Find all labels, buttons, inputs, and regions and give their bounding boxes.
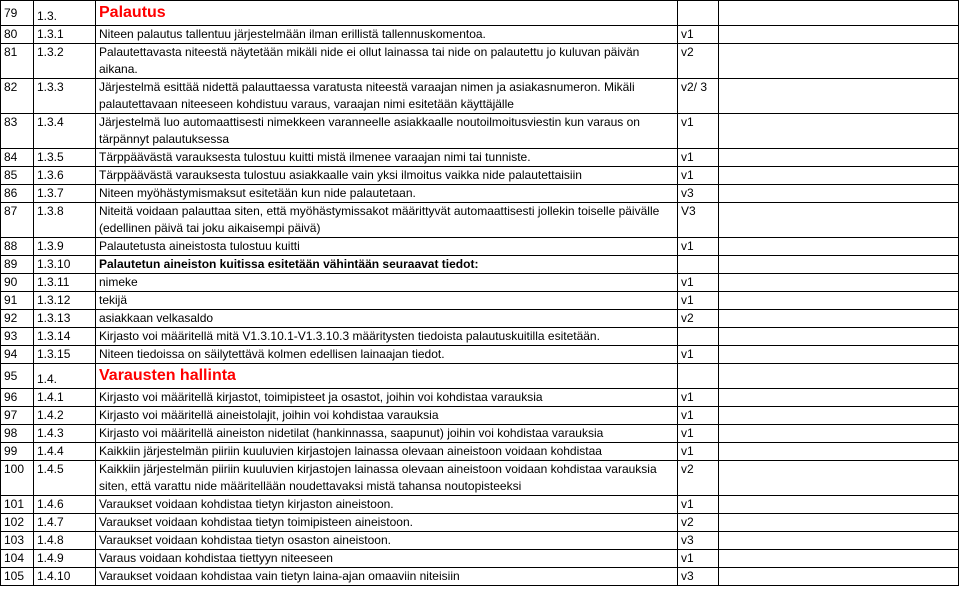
row-number-cell: 91 (1, 292, 34, 310)
empty-cell (719, 292, 959, 310)
requirement-id-cell: 1.3.12 (34, 292, 96, 310)
requirement-description-cell: Kirjasto voi määritellä aineiston nidetilat (hankinnassa, saapunut) joihin voi kohdistaa varauksia (96, 425, 678, 443)
empty-cell (719, 203, 959, 238)
row-number-cell: 94 (1, 346, 34, 364)
version-cell: v1 (678, 389, 719, 407)
requirement-row (1, 346, 959, 364)
row-number-cell: 99 (1, 443, 34, 461)
empty-cell (719, 274, 959, 292)
version-cell: v1 (678, 26, 719, 44)
empty-cell (719, 44, 959, 79)
version-cell (678, 364, 719, 389)
requirement-row (1, 238, 959, 256)
requirement-description-cell: Tärppäävästä varauksesta tulostuu asiakkaalle vain yksi ilmoitus vaikka nide palautettaisiin (96, 167, 678, 185)
row-number-cell: 101 (1, 496, 34, 514)
section-id: 1.4. (37, 372, 58, 386)
empty-cell (719, 496, 959, 514)
requirement-id-cell: 1.3.11 (34, 274, 96, 292)
version-cell: v1 (678, 149, 719, 167)
requirement-description-cell: Järjestelmä luo automaattisesti nimekkeen varanneelle asiakkaalle noutoilmoitusviestin kun varaus on tärpännyt palautuksessa (96, 114, 678, 149)
empty-cell (719, 310, 959, 328)
version-cell: v1 (678, 238, 719, 256)
requirement-id-cell: 1.3.15 (34, 346, 96, 364)
version-cell: v1 (678, 167, 719, 185)
empty-cell (719, 443, 959, 461)
requirement-description-cell: asiakkaan velkasaldo (96, 310, 678, 328)
requirement-row (1, 550, 959, 568)
requirement-description-cell: Varaus voidaan kohdistaa tiettyyn niteeseen (96, 550, 678, 568)
version-cell: v3 (678, 568, 719, 586)
requirement-description-cell: Niteitä voidaan palauttaa siten, että myöhästymissakot määrittyvät automaattisesti jollekin toiselle päivälle (edellinen päivä tai joku aikaisempi päivä) (96, 203, 678, 238)
version-cell: v3 (678, 532, 719, 550)
version-cell: v3 (678, 185, 719, 203)
version-cell: V3 (678, 203, 719, 238)
row-number-cell: 86 (1, 185, 34, 203)
row-number-cell: 83 (1, 114, 34, 149)
requirement-id-cell: 1.4.6 (34, 496, 96, 514)
requirement-description-cell: Varaukset voidaan kohdistaa vain tietyn laina-ajan omaaviin niteisiin (96, 568, 678, 586)
row-number-cell: 82 (1, 79, 34, 114)
requirement-description-cell: Palautetusta aineistosta tulostuu kuitti (96, 238, 678, 256)
row-number-cell: 92 (1, 310, 34, 328)
requirement-row (1, 185, 959, 203)
requirement-description-cell: tekijä (96, 292, 678, 310)
row-number-cell: 85 (1, 167, 34, 185)
version-cell: v1 (678, 346, 719, 364)
version-cell (678, 328, 719, 346)
requirement-row (1, 389, 959, 407)
requirement-id-cell: 1.4.7 (34, 514, 96, 532)
requirement-row (1, 568, 959, 586)
version-cell: v1 (678, 496, 719, 514)
section-header-row (1, 1, 959, 26)
row-number-cell: 80 (1, 26, 34, 44)
requirement-row (1, 149, 959, 167)
empty-cell (719, 532, 959, 550)
requirement-row (1, 461, 959, 496)
requirement-id-cell: 1.4.10 (34, 568, 96, 586)
empty-cell (719, 114, 959, 149)
section-title: Varausten hallinta (96, 364, 678, 389)
empty-cell (719, 328, 959, 346)
requirement-description-cell: Palautetun aineiston kuitissa esitetään vähintään seuraavat tiedot: (96, 256, 678, 274)
row-number-cell: 88 (1, 238, 34, 256)
requirement-description-cell: Niteen tiedoissa on säilytettävä kolmen edellisen lainaajan tiedot. (96, 346, 678, 364)
row-number-cell: 100 (1, 461, 34, 496)
requirement-description-cell: Palautettavasta niteestä näytetään mikäli nide ei ollut lainassa tai nide on palautettu jo kuluvan päivän aikana. (96, 44, 678, 79)
row-number-cell: 81 (1, 44, 34, 79)
requirement-id-cell: 1.3.3 (34, 79, 96, 114)
version-cell: v1 (678, 550, 719, 568)
requirement-id-cell: 1.4.8 (34, 532, 96, 550)
requirement-description-cell: Kaikkiin järjestelmän piiriin kuuluvien kirjastojen lainassa olevaan aineistoon voidaan kohdistaa (96, 443, 678, 461)
requirement-id-cell: 1.3.9 (34, 238, 96, 256)
requirement-description-cell: nimeke (96, 274, 678, 292)
requirement-id-cell: 1.3.5 (34, 149, 96, 167)
row-number-cell: 89 (1, 256, 34, 274)
requirement-description-cell: Varaukset voidaan kohdistaa tietyn kirjaston aineistoon. (96, 496, 678, 514)
requirement-row (1, 532, 959, 550)
requirement-row (1, 44, 959, 79)
row-number-cell: 96 (1, 389, 34, 407)
section-header-row (1, 364, 959, 389)
empty-cell (719, 1, 959, 26)
version-cell: v2 (678, 310, 719, 328)
requirement-id-cell: 1.3.10 (34, 256, 96, 274)
requirement-id-cell: 1.3.1 (34, 26, 96, 44)
version-cell: v1 (678, 274, 719, 292)
requirement-id-cell (34, 1, 96, 26)
requirement-row (1, 274, 959, 292)
version-cell (678, 1, 719, 26)
requirement-id-cell: 1.4.9 (34, 550, 96, 568)
requirement-description-cell: Kirjasto voi määritellä kirjastot, toimipisteet ja osastot, joihin voi kohdistaa varauksia (96, 389, 678, 407)
requirement-id-cell: 1.3.14 (34, 328, 96, 346)
row-number-cell: 84 (1, 149, 34, 167)
requirement-description-cell: Kirjasto voi määritellä mitä V1.3.10.1-V1.3.10.3 määritysten tiedoista palautuskuitilla esitetään. (96, 328, 678, 346)
requirement-description-cell: Varaukset voidaan kohdistaa tietyn toimipisteen aineistoon. (96, 514, 678, 532)
version-cell: v1 (678, 425, 719, 443)
requirement-id-cell: 1.3.2 (34, 44, 96, 79)
version-cell: v2 (678, 461, 719, 496)
requirement-description-cell: Kaikkiin järjestelmän piiriin kuuluvien kirjastojen lainassa olevaan aineistoon voidaan kohdistaa varauksia siten, että varattu nide määritellään noudettavaksi mistä tahansa noutopisteeksi (96, 461, 678, 496)
requirement-description-cell: Kirjasto voi määritellä aineistolajit, joihin voi kohdistaa varauksia (96, 407, 678, 425)
empty-cell (719, 364, 959, 389)
version-cell: v1 (678, 443, 719, 461)
version-cell: v1 (678, 407, 719, 425)
requirement-row (1, 310, 959, 328)
requirement-row (1, 26, 959, 44)
requirement-row (1, 256, 959, 274)
empty-cell (719, 79, 959, 114)
requirement-id-cell (34, 364, 96, 389)
empty-cell (719, 256, 959, 274)
row-number-cell: 90 (1, 274, 34, 292)
requirement-row (1, 443, 959, 461)
requirement-row (1, 328, 959, 346)
requirements-table-body (1, 1, 959, 586)
row-number-cell: 98 (1, 425, 34, 443)
requirement-id-cell: 1.4.3 (34, 425, 96, 443)
requirement-id-cell: 1.4.4 (34, 443, 96, 461)
version-cell: v2 (678, 514, 719, 532)
empty-cell (719, 26, 959, 44)
empty-cell (719, 407, 959, 425)
version-cell: v2 (678, 44, 719, 79)
requirement-description-cell: Tärppäävästä varauksesta tulostuu kuitti mistä ilmenee varaajan nimi tai tunniste. (96, 149, 678, 167)
row-number-cell: 102 (1, 514, 34, 532)
row-number-cell: 105 (1, 568, 34, 586)
requirement-row (1, 167, 959, 185)
empty-cell (719, 568, 959, 586)
requirement-row (1, 425, 959, 443)
version-cell: v1 (678, 114, 719, 149)
empty-cell (719, 167, 959, 185)
requirement-row (1, 292, 959, 310)
version-cell: v1 (678, 292, 719, 310)
empty-cell (719, 185, 959, 203)
requirement-description-cell: Niteen palautus tallentuu järjestelmään ilman erillistä tallennuskomentoa. (96, 26, 678, 44)
requirement-id-cell: 1.3.13 (34, 310, 96, 328)
requirement-row (1, 114, 959, 149)
requirement-id-cell: 1.3.8 (34, 203, 96, 238)
empty-cell (719, 550, 959, 568)
requirement-row (1, 514, 959, 532)
row-number-cell: 95 (1, 364, 34, 389)
row-number-cell: 93 (1, 328, 34, 346)
requirement-row (1, 79, 959, 114)
requirement-id-cell: 1.4.2 (34, 407, 96, 425)
empty-cell (719, 149, 959, 167)
requirement-row (1, 407, 959, 425)
empty-cell (719, 461, 959, 496)
requirement-id-cell: 1.4.5 (34, 461, 96, 496)
row-number-cell: 97 (1, 407, 34, 425)
row-number-cell: 87 (1, 203, 34, 238)
requirement-id-cell: 1.3.7 (34, 185, 96, 203)
row-number-cell: 103 (1, 532, 34, 550)
requirement-id-cell: 1.4.1 (34, 389, 96, 407)
row-number-cell: 104 (1, 550, 34, 568)
row-number-cell: 79 (1, 1, 34, 26)
requirement-id-cell: 1.3.6 (34, 167, 96, 185)
empty-cell (719, 346, 959, 364)
section-title: Palautus (96, 1, 678, 26)
empty-cell (719, 425, 959, 443)
requirement-row (1, 496, 959, 514)
empty-cell (719, 389, 959, 407)
requirement-id-cell: 1.3.4 (34, 114, 96, 149)
empty-cell (719, 238, 959, 256)
requirement-description-cell: Järjestelmä esittää nidettä palauttaessa varatusta niteestä varaajan nimen ja asiakasnumeron. Mikäli palautettavaan niteeseen kohdistuu varaus, varaajan nimi esitetään käyttäjälle (96, 79, 678, 114)
version-cell (678, 256, 719, 274)
empty-cell (719, 514, 959, 532)
requirement-description-cell: Varaukset voidaan kohdistaa tietyn osaston aineistoon. (96, 532, 678, 550)
requirement-description-cell: Niteen myöhästymismaksut esitetään kun nide palautetaan. (96, 185, 678, 203)
version-cell: v2/ 3 (678, 79, 719, 114)
requirement-row (1, 203, 959, 238)
section-id: 1.3. (37, 9, 58, 23)
